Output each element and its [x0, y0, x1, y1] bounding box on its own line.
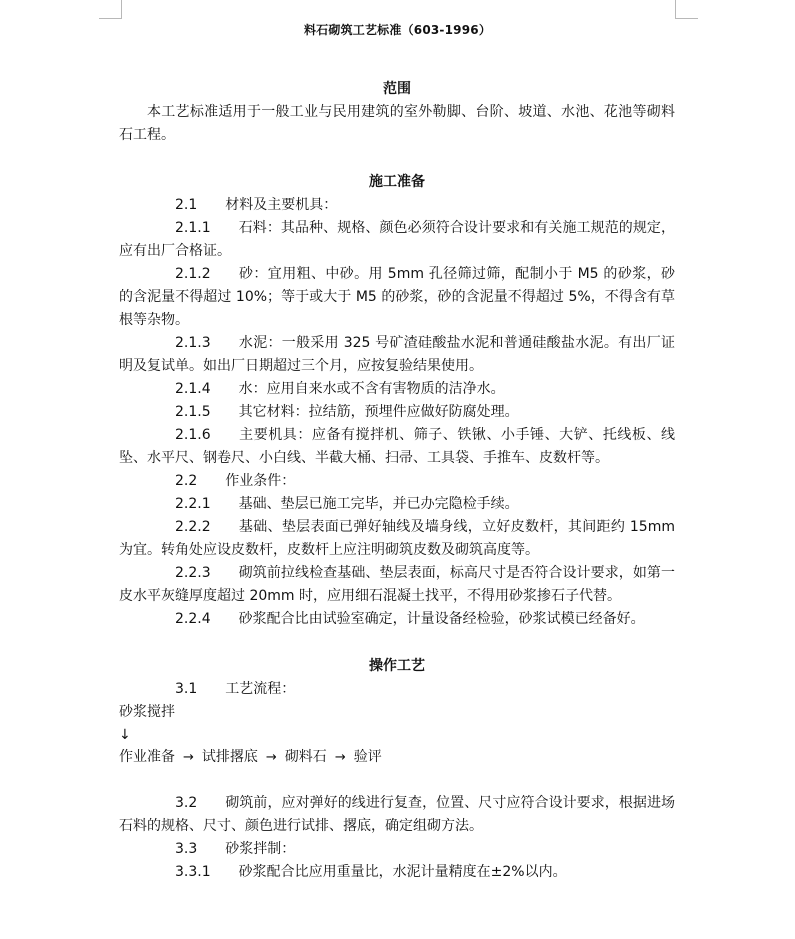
flow-arrow-3: → — [334, 749, 346, 765]
item-number: 3.3.1 — [175, 864, 211, 880]
item-number: 2.2.2 — [175, 519, 211, 535]
item-number: 2.1.4 — [175, 381, 211, 397]
item-number: 2.2 — [175, 473, 198, 489]
item-text: 主要机具：应备有搅拌机、筛子、铁锹、小手锤、大铲、托线板、线坠、水平尺、钢卷尺、小白线、半截大桶、扫帚、工具袋、手推车、皮数杆等。 — [119, 427, 675, 466]
section-title-preparation: 施工准备 — [369, 174, 425, 190]
item-2-2-4 — [119, 608, 675, 631]
item-number: 2.1 — [175, 197, 198, 213]
flow-step-2: 试排撂底 — [201, 749, 258, 765]
item-number: 2.2.3 — [175, 565, 211, 581]
page-corner-marker-left — [99, 0, 122, 19]
item-3-2 — [119, 792, 675, 838]
item-2-2-1 — [119, 493, 675, 516]
item-3-3-1 — [119, 861, 675, 884]
item-2-2 — [119, 470, 675, 493]
item-3-1 — [119, 678, 675, 701]
item-2-1-4 — [119, 378, 675, 401]
item-number: 3.1 — [175, 681, 198, 697]
item-text: 砂浆配合比由试验室确定，计量设备经检验，砂浆试模已经备好。 — [238, 611, 645, 627]
item-2-1-5 — [119, 401, 675, 424]
flow-step-1: 作业准备 — [119, 749, 175, 765]
item-text: 水泥：一般采用 325 号矿渣硅酸盐水泥和普通硅酸盐水泥。有出厂证明及复试单。如出厂日期超过三个月，应按复验结果使用。 — [119, 335, 675, 374]
item-2-2-2 — [119, 516, 675, 562]
item-number: 2.1.2 — [175, 266, 211, 282]
flow-arrow-2: → — [265, 749, 277, 765]
item-number: 2.2.1 — [175, 496, 211, 512]
document-header-title: 料石砌筑工艺标准（603-1996） — [303, 23, 492, 37]
item-number: 2.1.6 — [175, 427, 211, 443]
flow-down-arrow: ↓ — [119, 727, 131, 743]
item-text: 石料：其品种、规格、颜色必须符合设计要求和有关施工规范的规定，应有出厂合格证。 — [119, 220, 675, 259]
item-number: 2.1.1 — [175, 220, 211, 236]
item-2-1 — [119, 194, 675, 217]
item-text: 作业条件： — [225, 473, 296, 489]
item-2-1-2 — [119, 263, 675, 332]
item-number: 3.3 — [175, 841, 198, 857]
item-number: 2.1.5 — [175, 404, 211, 420]
process-flow — [119, 746, 675, 769]
item-text: 工艺流程： — [225, 681, 296, 697]
item-2-1-6 — [119, 424, 675, 470]
item-text: 基础、垫层表面已弹好轴线及墙身线，立好皮数杆，其间距约 15mm 为宜。转角处应设皮数杆，皮数杆上应注明砌筑皮数及砌筑高度等。 — [119, 519, 675, 558]
item-text: 砂：宜用粗、中砂。用 5mm 孔径筛过筛，配制小于 M5 的砂浆，砂的含泥量不得超过 10%；等于或大于 M5 的砂浆，砂的含泥量不得超过 5%，不得含有草根等杂物。 — [119, 266, 675, 328]
item-number: 3.2 — [175, 795, 198, 811]
item-3-3 — [119, 838, 675, 861]
item-text: 其它材料：拉结筋，预埋件应做好防腐处理。 — [238, 404, 519, 420]
page-corner-marker-right — [675, 0, 698, 19]
item-text: 水：应用自来水或不含有害物质的洁净水。 — [238, 381, 505, 397]
item-number: 2.1.3 — [175, 335, 211, 351]
flow-arrow-1: → — [183, 749, 194, 765]
flow-step-4: 验评 — [353, 749, 382, 765]
item-text: 基础、垫层已施工完毕，并已办完隐检手续。 — [238, 496, 519, 512]
item-text: 材料及主要机具： — [225, 197, 338, 213]
document-content — [119, 78, 675, 884]
item-number: 2.2.4 — [175, 611, 211, 627]
section-title-operation: 操作工艺 — [369, 658, 425, 674]
flow-top-step: 砂浆搅拌 — [119, 704, 175, 720]
item-text: 砌筑前拉线检查基础、垫层表面，标高尺寸是否符合设计要求，如第一皮水平灰缝厚度超过 20mm 时，应用细石混凝土找平，不得用砂浆掺石子代替。 — [119, 565, 675, 604]
item-2-2-3 — [119, 562, 675, 608]
scope-paragraph: 本工艺标准适用于一般工业与民用建筑的室外勒脚、台阶、坡道、水池、花池等砌料石工程。 — [119, 104, 675, 143]
item-text: 砌筑前，应对弹好的线进行复查，位置、尺寸应符合设计要求，根据进场石料的规格、尺寸、颜色进行试排、撂底，确定组砌方法。 — [119, 795, 675, 834]
item-text: 砂浆配合比应用重量比，水泥计量精度在±2%以内。 — [238, 864, 567, 880]
item-2-1-1 — [119, 217, 675, 263]
vertical-spacer — [119, 769, 675, 792]
section-title-scope: 范围 — [383, 81, 411, 97]
item-2-1-3 — [119, 332, 675, 378]
flow-step-3: 砌料石 — [284, 749, 327, 765]
item-text: 砂浆拌制： — [225, 841, 296, 857]
